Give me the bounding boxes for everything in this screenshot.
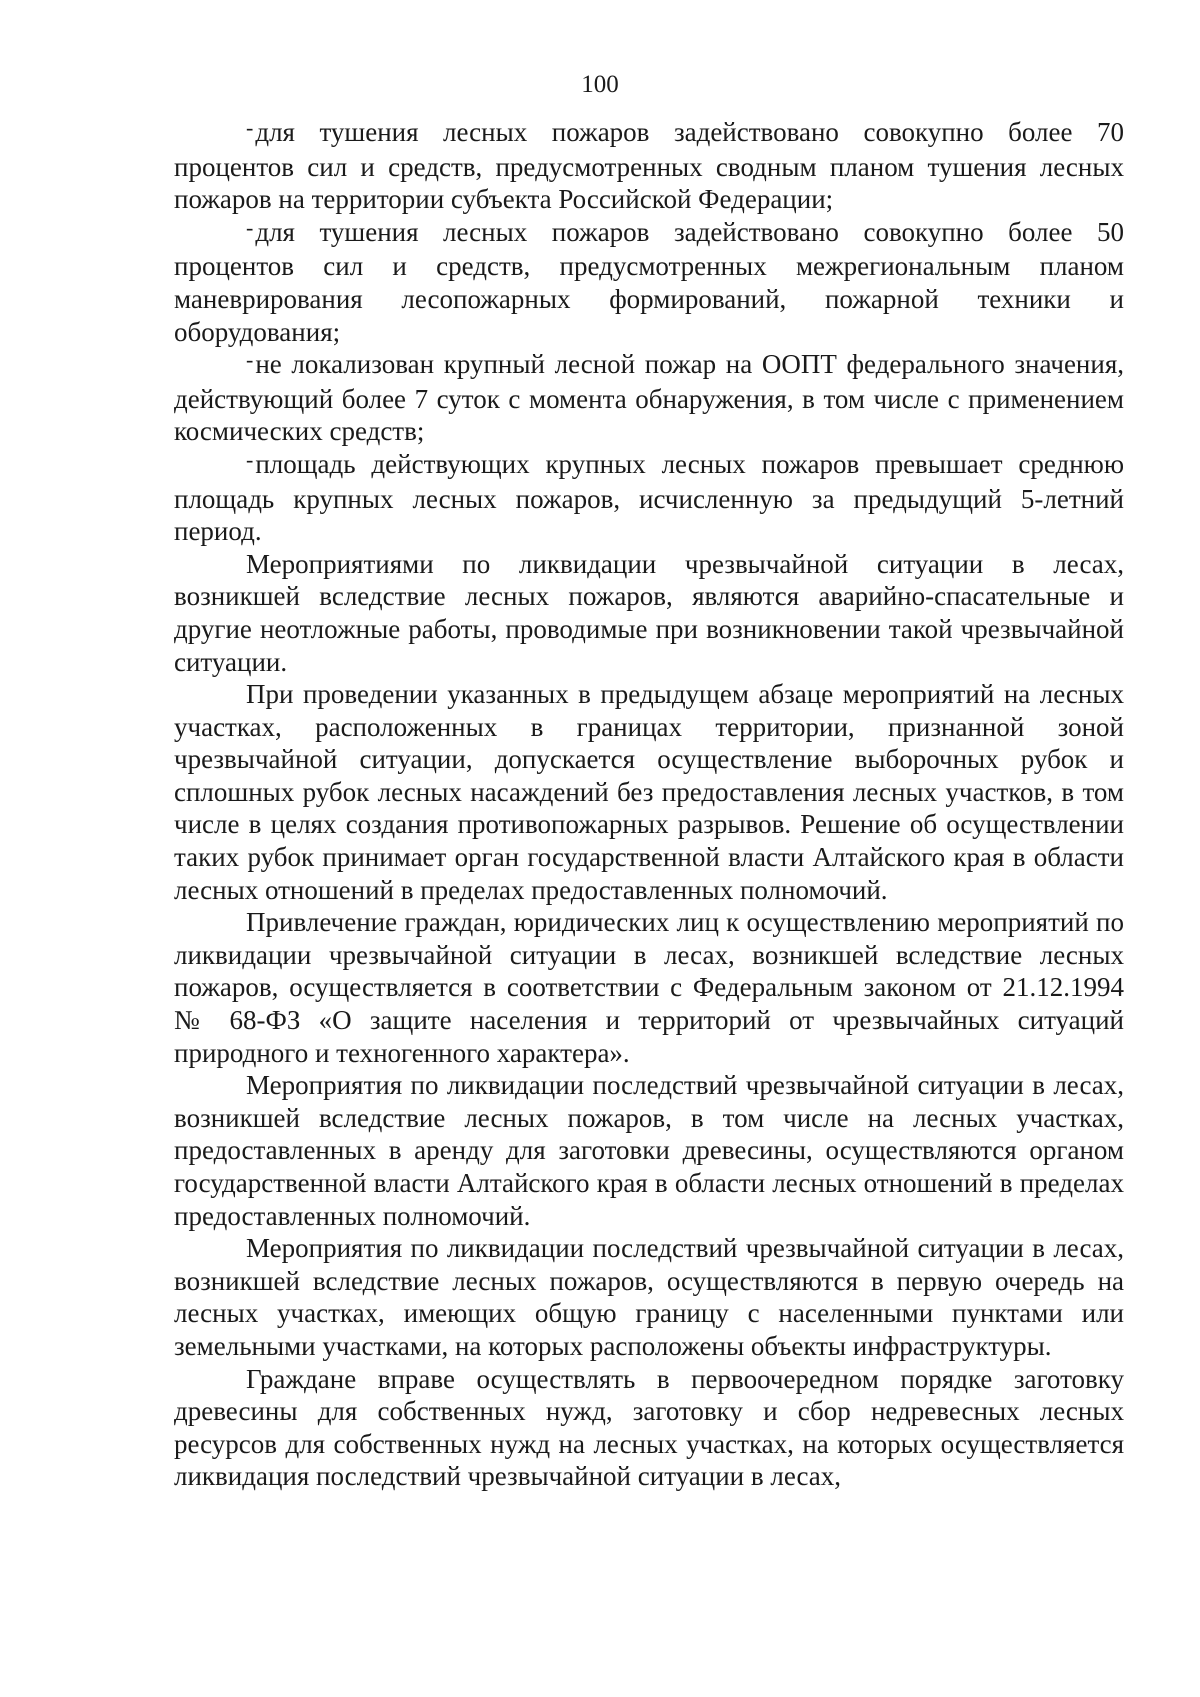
list-item-text: не локализован крупный лесной пожар на ООПТ федерального значения, действующий более 7 суток с момента обнаружения, в том числе с применением космических средств; (174, 349, 1124, 447)
paragraph-priority-areas: Мероприятия по ликвидации последствий чрезвычайной ситуации в лесах, возникшей вследствие лесных пожаров, осуществляются в первую очередь на лесных участках, имеющих общую границу с населенными пунктами или земельными участками, на которых расположены объекты инфраструктуры. (174, 1233, 1124, 1361)
list-item-text: для тушения лесных пожаров задействовано совокупно более 70 процентов сил и средств, предусмотренных сводным планом тушения лесных пожаров на территории субъекта Российской Федерации; (174, 117, 1124, 215)
list-dash: - (246, 347, 254, 373)
list-item-forces-70-percent (174, 116, 1124, 216)
list-item-oopt-fire (174, 348, 1124, 448)
paragraph-aftermath-measures: Мероприятия по ликвидации последствий чрезвычайной ситуации в лесах, возникшей вследствие лесных пожаров, в том числе на лесных участках, предоставленных в аренду для заготовки древесины, осуществляются органом государственной власти Алтайского края в области лесных отношений в пределах предоставленных полномочий. (174, 1070, 1124, 1231)
paragraph-emergency-measures: Мероприятиями по ликвидации чрезвычайной ситуации в лесах, возникшей вследствие лесных пожаров, являются аварийно-спасательные и другие неотложные работы, проводимые при возникновении такой чрезвычайной ситуации. (174, 548, 1124, 677)
list-item-text: площадь действующих крупных лесных пожаров превышает среднюю площадь крупных лесных пожаров, исчисленную за предыдущий 5-летний период. (174, 448, 1124, 547)
list-item-forces-50-percent (174, 216, 1124, 348)
list-dash: - (246, 115, 254, 140)
list-dash: - (246, 446, 254, 472)
document-body (174, 116, 1124, 1493)
paragraph-logging-in-emergency-zone: При проведении указанных в предыдущем абзаце мероприятий на лесных участках, расположенных в границах территории, признанной зоной чрезвычайной ситуации, допускается осуществление выборочных рубок и сплошных рубок лесных насаждений без предоставления лесных участков, в том числе в целях создания противопожарных разрывов. Решение об осуществлении таких рубок принимает орган государственной власти Алтайского края в области лесных отношений в пределах предоставленных полномочий. (174, 679, 1124, 905)
paragraph-citizens-rights: Граждане вправе осуществлять в первоочередном порядке заготовку древесины для собственных нужд, заготовку и сбор недревесных лесных ресурсов для собственных нужд на лесных участках, на которых осуществляется ликвидация последствий чрезвычайной ситуации в лесах, (174, 1363, 1124, 1492)
list-item-fire-area (174, 448, 1124, 548)
page-number: 100 (581, 71, 619, 98)
paragraph-involvement-of-citizens: Привлечение граждан, юридических лиц к осуществлению мероприятий по ликвидации чрезвычайной ситуации в лесах, возникшей вследствие лесных пожаров, осуществляется в соответствии с Федеральным законом от 21.12.1994 № 68-ФЗ «О защите населения и территорий от чрезвычайных ситуаций природного и техногенного характера». (174, 907, 1124, 1068)
list-dash: - (246, 214, 254, 240)
list-item-text: для тушения лесных пожаров задействовано совокупно более 50 процентов сил и средств, предусмотренных межрегиональным планом маневрирования лесопожарных формирований, пожарной техники и оборудования; (174, 216, 1124, 347)
